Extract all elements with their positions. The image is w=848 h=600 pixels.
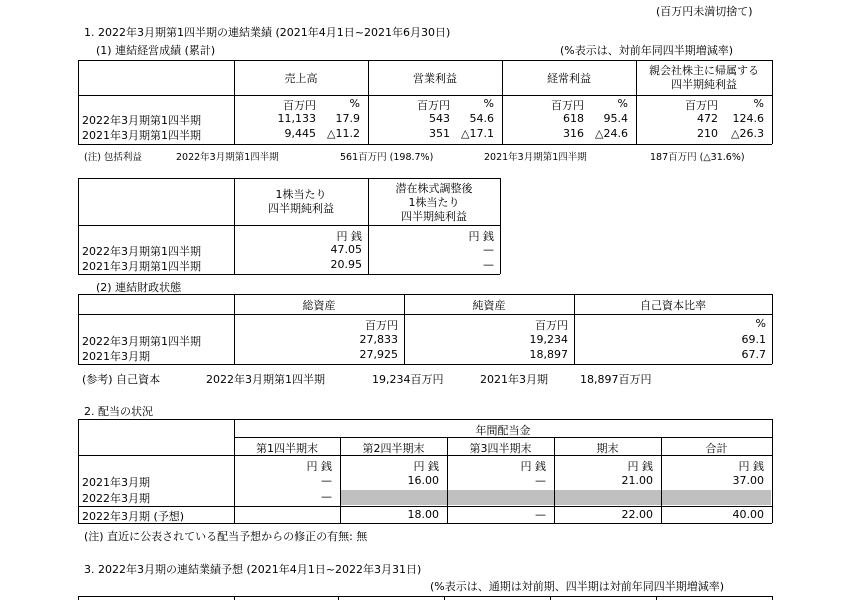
section2-title: 2. 配当の状況 bbox=[84, 405, 153, 418]
sub2-title: (2) 連結財政状態 bbox=[96, 281, 182, 294]
row-label: 2021年3月期 bbox=[82, 350, 150, 363]
row-label: 2022年3月期 (予想) bbox=[82, 510, 185, 523]
table-cell: 67.7 bbox=[741, 348, 766, 361]
reference-label: (参考) 自己資本 bbox=[82, 373, 161, 386]
unit: 円 銭 bbox=[306, 460, 332, 473]
table-cell: 22.00 bbox=[621, 508, 653, 521]
table-cell: △26.3 bbox=[731, 127, 764, 140]
table-cell: — bbox=[483, 243, 494, 256]
row-label: 2021年3月期 bbox=[82, 476, 150, 489]
annual-dividend-header: 年間配当金 bbox=[475, 424, 531, 437]
unit: % bbox=[755, 317, 766, 330]
unit: % bbox=[349, 97, 360, 110]
sub1-pct-note: (%表示は、対前年同四半期増減率) bbox=[560, 44, 734, 57]
table-cell: △17.1 bbox=[461, 127, 494, 140]
row-label: 2021年3月期第1四半期 bbox=[82, 260, 201, 273]
diluted-eps-header-line1: 潜在株式調整後 bbox=[395, 182, 473, 195]
table-cell: 472 bbox=[697, 112, 718, 125]
table-cell: 18.00 bbox=[407, 508, 439, 521]
table-cell: 11,133 bbox=[277, 112, 316, 125]
unit: % bbox=[753, 97, 764, 110]
reference-period-2: 2021年3月期 bbox=[480, 373, 548, 386]
header-q1-end: 第1四半期末 bbox=[256, 442, 318, 455]
table-cell: 95.4 bbox=[603, 112, 628, 125]
unit: % bbox=[483, 97, 494, 110]
sub1-title: (1) 連結経営成績 (累計) bbox=[96, 44, 216, 57]
row-label: 2021年3月期第1四半期 bbox=[82, 129, 201, 142]
unit: % bbox=[617, 97, 628, 110]
unit: 百万円 bbox=[283, 99, 316, 112]
unit: 円 銭 bbox=[336, 230, 362, 243]
eps-header-line2: 四半期純利益 bbox=[268, 202, 334, 215]
section3-title: 3. 2022年3月期の連結業績予想 (2021年4月1日~2022年3月31日) bbox=[84, 563, 422, 576]
note-period-1: 2022年3月期第1四半期 bbox=[176, 152, 279, 163]
table-cell: 543 bbox=[429, 112, 450, 125]
row-label: 2022年3月期 bbox=[82, 492, 150, 505]
table-cell: △11.2 bbox=[327, 127, 360, 140]
header-net-profit-line1: 親会社株主に帰属する bbox=[649, 64, 759, 77]
table-cell: 47.05 bbox=[330, 243, 362, 256]
header-net-assets: 純資産 bbox=[472, 299, 506, 312]
table-cell: — bbox=[535, 508, 546, 521]
table-cell: — bbox=[321, 474, 332, 487]
table-cell: 69.1 bbox=[741, 333, 766, 346]
header-operating-profit: 営業利益 bbox=[413, 72, 457, 85]
table-cell: 19,234 bbox=[529, 333, 568, 346]
reference-value-1: 19,234百万円 bbox=[372, 373, 444, 386]
rounding-note: (百万円未満切捨て) bbox=[656, 5, 753, 18]
dividend-note: (注) 直近に公表されている配当予想からの修正の有無: 無 bbox=[84, 530, 368, 543]
table-cell: — bbox=[321, 490, 332, 503]
table-cell: — bbox=[535, 474, 546, 487]
table-cell: 17.9 bbox=[335, 112, 360, 125]
table-cell: 618 bbox=[563, 112, 584, 125]
eps-header-line1: 1株当たり bbox=[275, 188, 327, 201]
table-cell: 40.00 bbox=[732, 508, 764, 521]
unit: 百万円 bbox=[365, 319, 398, 332]
diluted-eps-header-line2: 1株当たり bbox=[408, 196, 460, 209]
table-cell: 27,925 bbox=[359, 348, 398, 361]
reference-value-2: 18,897百万円 bbox=[580, 373, 652, 386]
table-cell: 9,445 bbox=[284, 127, 316, 140]
table-cell: 210 bbox=[697, 127, 718, 140]
section1-title: 1. 2022年3月期第1四半期の連結業績 (2021年4月1日~2021年6月30日) bbox=[84, 26, 451, 39]
table-cell: 20.95 bbox=[330, 258, 362, 271]
header-q3-end: 第3四半期末 bbox=[469, 442, 532, 455]
header-total-assets: 総資産 bbox=[302, 299, 336, 312]
diluted-eps-header-line3: 四半期純利益 bbox=[401, 210, 467, 223]
row-label: 2022年3月期第1四半期 bbox=[82, 335, 201, 348]
header-ordinary-profit: 経常利益 bbox=[547, 72, 591, 85]
table-cell: 124.6 bbox=[732, 112, 764, 125]
row-label: 2022年3月期第1四半期 bbox=[82, 245, 201, 258]
unit: 百万円 bbox=[551, 99, 584, 112]
reference-period-1: 2022年3月期第1四半期 bbox=[206, 373, 325, 386]
table-cell: 316 bbox=[563, 127, 584, 140]
note-period-2: 2021年3月期第1四半期 bbox=[484, 152, 587, 163]
table-cell: 37.00 bbox=[732, 474, 764, 487]
comprehensive-income-note: (注) 包括利益 bbox=[84, 152, 142, 163]
section3-pct-note: (%表示は、通期は対前期、四半期は対前年同四半期増減率) bbox=[430, 580, 725, 593]
unit: 円 銭 bbox=[413, 460, 439, 473]
unit: 円 銭 bbox=[468, 230, 494, 243]
table-cell: 21.00 bbox=[621, 474, 653, 487]
header-sales: 売上高 bbox=[284, 72, 318, 85]
table-cell: △24.6 bbox=[595, 127, 628, 140]
unit: 百万円 bbox=[685, 99, 718, 112]
header-fy-end: 期末 bbox=[596, 442, 619, 455]
table-cell: 54.6 bbox=[469, 112, 494, 125]
unit: 円 銭 bbox=[627, 460, 653, 473]
table-cell: 351 bbox=[429, 127, 450, 140]
unit: 百万円 bbox=[417, 99, 450, 112]
unit: 円 銭 bbox=[520, 460, 546, 473]
header-equity-ratio: 自己資本比率 bbox=[640, 299, 706, 312]
table-cell: 18,897 bbox=[529, 348, 568, 361]
table-cell: — bbox=[483, 258, 494, 271]
table-cell: 27,833 bbox=[359, 333, 398, 346]
row-label: 2022年3月期第1四半期 bbox=[82, 114, 201, 127]
note-value-1: 561百万円 (198.7%) bbox=[340, 152, 434, 163]
unit: 百万円 bbox=[535, 319, 568, 332]
unit: 円 銭 bbox=[738, 460, 764, 473]
note-value-2: 187百万円 (△31.6%) bbox=[650, 152, 745, 163]
table-cell: 16.00 bbox=[407, 474, 439, 487]
header-q2-end: 第2四半期末 bbox=[362, 442, 425, 455]
header-net-profit-line2: 四半期純利益 bbox=[671, 78, 737, 91]
header-total: 合計 bbox=[705, 442, 728, 455]
